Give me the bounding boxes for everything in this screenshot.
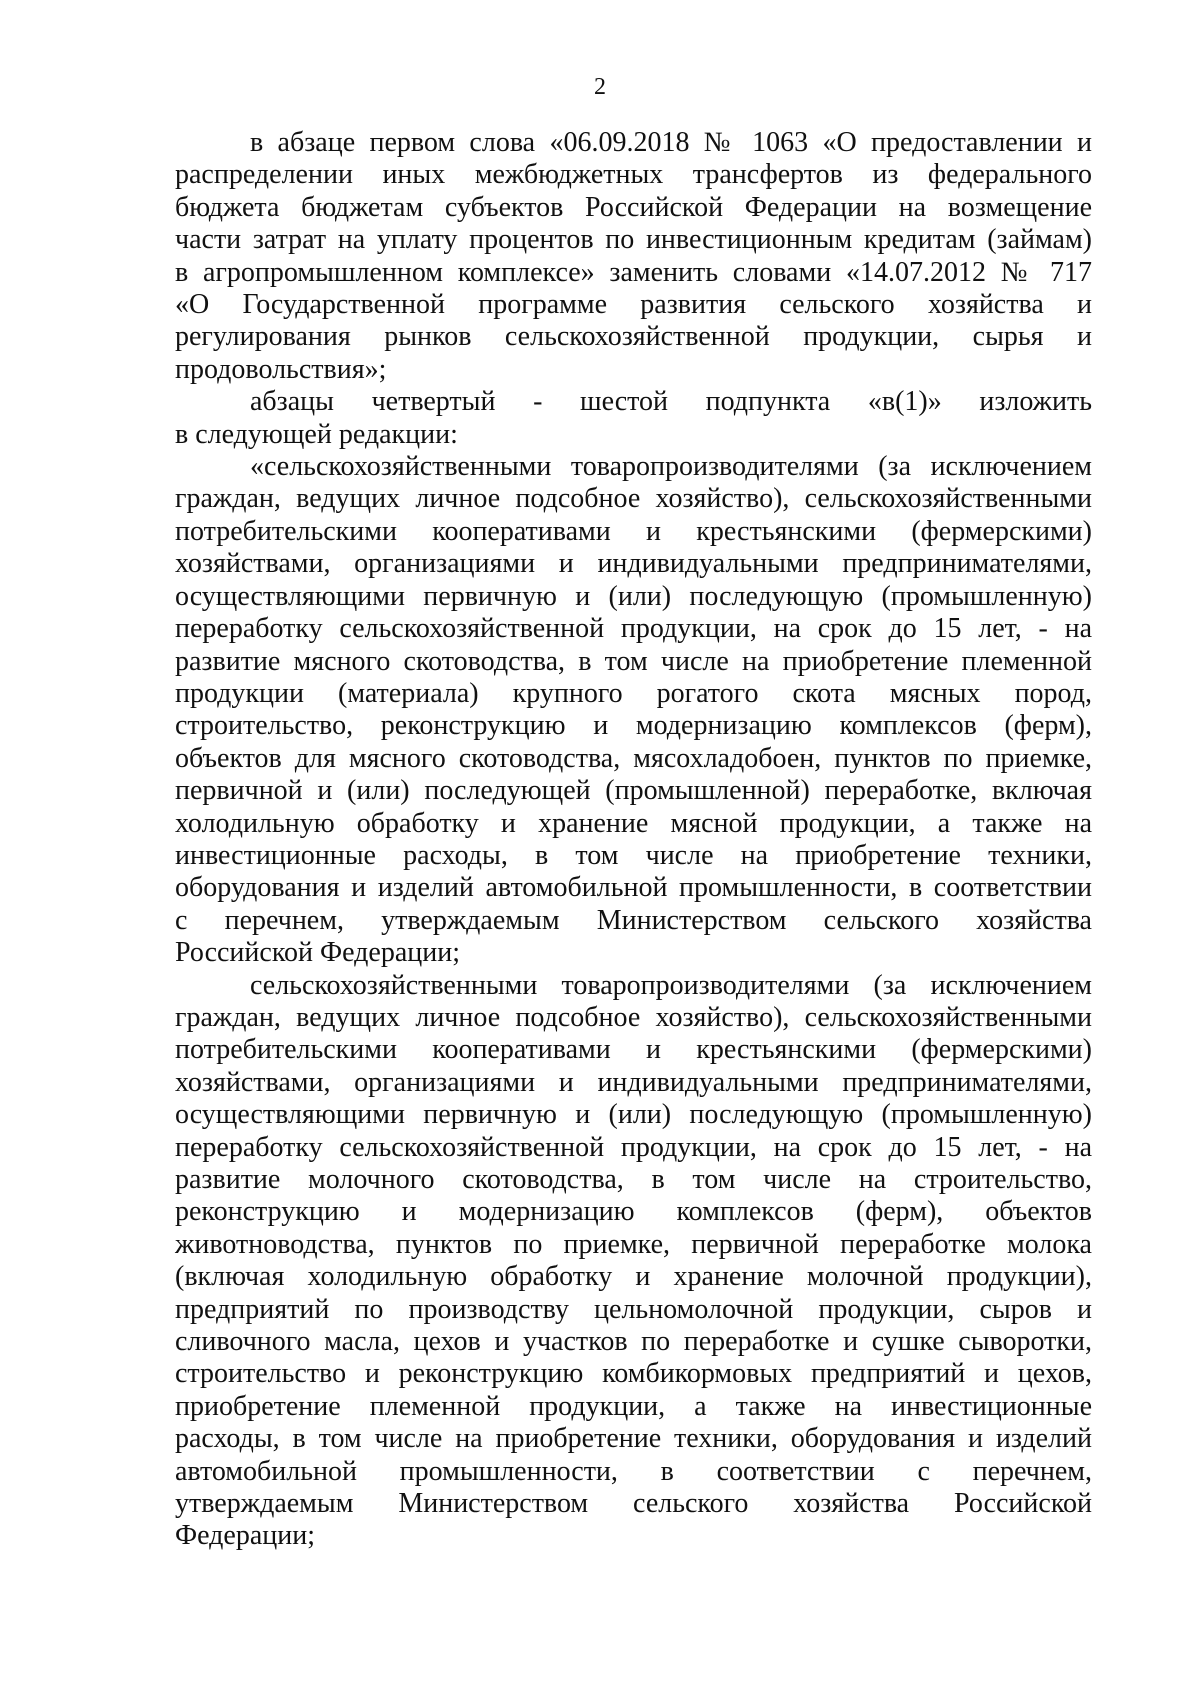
text-line: бюджета бюджетам субъектов Российской Федерации на возмещение	[175, 191, 1092, 223]
text-line: реконструкцию и модернизацию комплексов (ферм), объектов	[175, 1196, 1092, 1228]
text-line: оборудования и изделий автомобильной промышленности, в соответствии	[175, 872, 1092, 904]
paragraph-4	[175, 970, 1092, 1553]
text-line: с перечнем, утверждаемым Министерством сельского хозяйства	[175, 904, 1092, 936]
text-line: расходы, в том числе на приобретение техники, оборудования и изделий	[175, 1423, 1092, 1455]
text-line: Федерации;	[175, 1520, 316, 1552]
text-line: в абзаце первом слова «06.09.2018 № 1063 «О предоставлении и	[250, 127, 1092, 158]
document-body	[175, 127, 1092, 1553]
text-line: автомобильной промышленности, в соответствии с перечнем,	[175, 1455, 1092, 1487]
text-line: животноводства, пунктов по приемке, первичной переработке молока	[175, 1228, 1092, 1260]
text-line: потребительскими кооперативами и крестьянскими (фермерскими)	[175, 1034, 1092, 1066]
text-line: продовольствия»;	[175, 353, 387, 385]
text-line: сельскохозяйственными товаропроизводителями (за исключением	[250, 969, 1092, 1001]
paragraph-2	[175, 386, 1092, 451]
text-line: развитие мясного скотоводства, в том числе на приобретение племенной	[175, 645, 1092, 677]
text-line: строительство и реконструкцию комбикормовых предприятий и цехов,	[175, 1358, 1092, 1390]
text-line: хозяйствами, организациями и индивидуальными предпринимателями,	[175, 1066, 1092, 1098]
text-line: распределении иных межбюджетных трансфертов из федерального	[175, 159, 1092, 191]
text-line: в агропромышленном комплексе» заменить словами «14.07.2012 № 717	[175, 256, 1092, 288]
text-line: хозяйствами, организациями и индивидуальными предпринимателями,	[175, 548, 1092, 580]
text-line: осуществляющими первичную и (или) последующую (промышленную)	[175, 1099, 1092, 1131]
text-line: «О Государственной программе развития сельского хозяйства и	[175, 289, 1092, 321]
text-line: объектов для мясного скотоводства, мясохладобоен, пунктов по приемке,	[175, 742, 1092, 774]
text-line: части затрат на уплату процентов по инвестиционным кредитам (займам)	[175, 224, 1092, 256]
text-line: переработку сельскохозяйственной продукции, на срок до 15 лет, - на	[175, 613, 1092, 645]
paragraph-1	[175, 127, 1092, 386]
text-line: Российской Федерации;	[175, 937, 461, 969]
text-line: сливочного масла, цехов и участков по переработке и сушке сыворотки,	[175, 1326, 1092, 1358]
text-line: «сельскохозяйственными товаропроизводителями (за исключением	[250, 451, 1092, 483]
text-line: развитие молочного скотоводства, в том числе на строительство,	[175, 1164, 1092, 1195]
text-line: граждан, ведущих личное подсобное хозяйство), сельскохозяйственными	[175, 483, 1092, 515]
paragraph-3	[175, 451, 1092, 970]
text-line: переработку сельскохозяйственной продукции, на срок до 15 лет, - на	[175, 1131, 1092, 1163]
text-line: холодильную обработку и хранение мясной продукции, а также на	[175, 807, 1092, 839]
text-line: первичной и (или) последующей (промышленной) переработке, включая	[175, 775, 1092, 807]
page-number: 2	[594, 74, 606, 100]
text-line: в следующей редакции:	[175, 418, 458, 450]
text-line: приобретение племенной продукции, а также на инвестиционные	[175, 1390, 1092, 1422]
text-line: абзацы четвертый - шестой подпункта «в(1)» изложить	[250, 386, 1092, 418]
text-line: продукции (материала) крупного рогатого скота мясных пород,	[175, 677, 1092, 709]
text-line: (включая холодильную обработку и хранение молочной продукции),	[175, 1261, 1092, 1293]
text-line: утверждаемым Министерством сельского хозяйства Российской	[175, 1488, 1092, 1520]
text-line: граждан, ведущих личное подсобное хозяйство), сельскохозяйственными	[175, 1001, 1092, 1033]
text-line: предприятий по производству цельномолочной продукции, сыров и	[175, 1293, 1092, 1325]
text-line: строительство, реконструкцию и модернизацию комплексов (ферм),	[175, 710, 1092, 742]
text-line: регулирования рынков сельскохозяйственной продукции, сырья и	[175, 321, 1092, 353]
text-line: инвестиционные расходы, в том числе на приобретение техники,	[175, 839, 1092, 871]
text-line: осуществляющими первичную и (или) последующую (промышленную)	[175, 580, 1092, 612]
text-line: потребительскими кооперативами и крестьянскими (фермерскими)	[175, 515, 1092, 547]
